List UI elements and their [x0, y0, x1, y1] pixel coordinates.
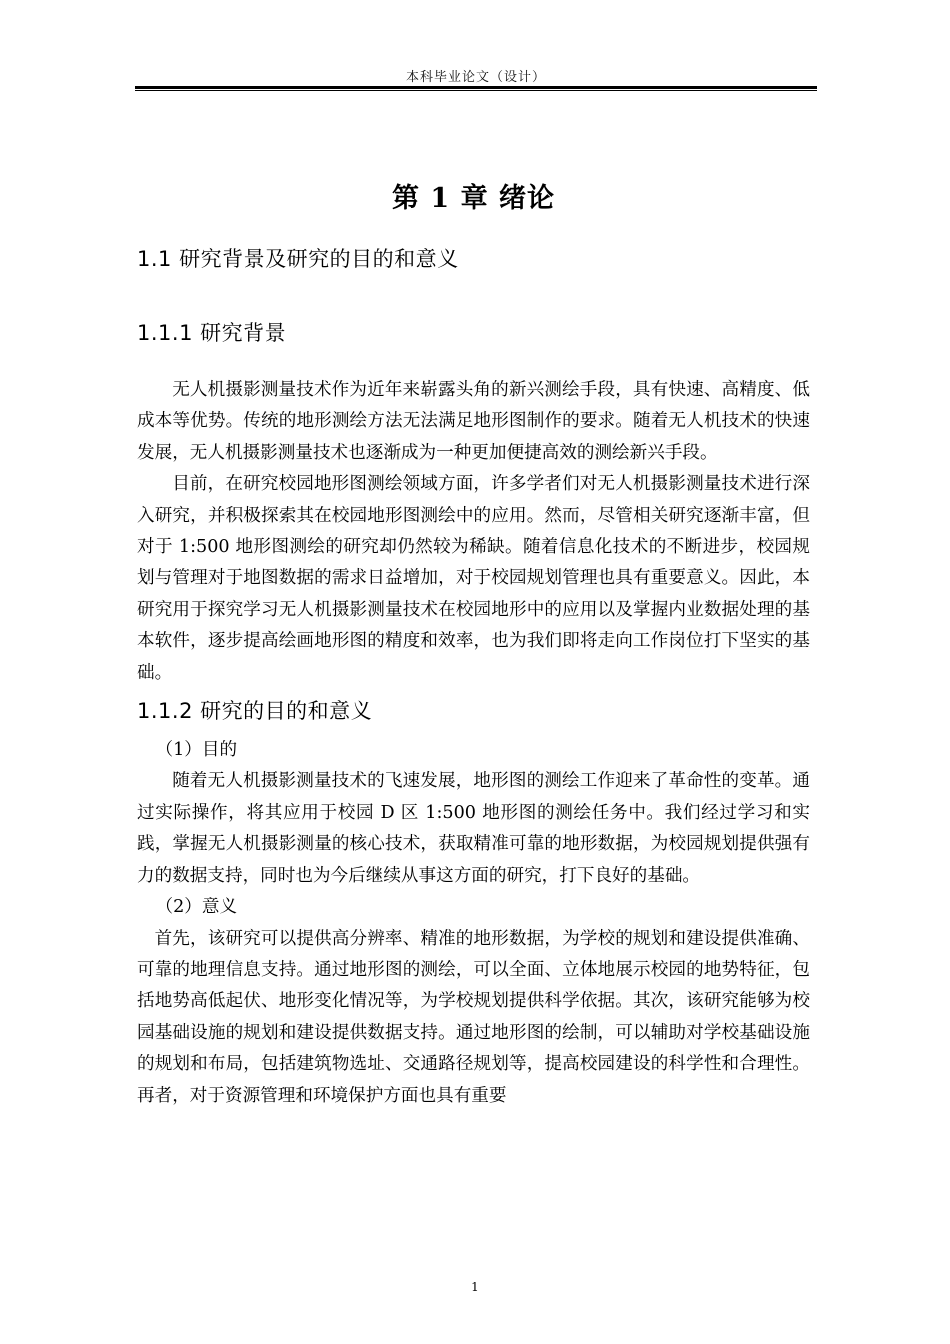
subsection-title-1-1-2: 1.1.2 研究的目的和意义 [137, 699, 373, 724]
background-paragraph-2: 目前，在研究校园地形图测绘领域方面，许多学者们对无人机摄影测量技术进行深入研究，并积极探索其在校园地形图测绘中的应用。然而，尽管相关研究逐渐丰富，但对于 1:500 地形图测绘的研究却仍然较为稀缺。随着信息化技术的不断进步，校园规划与管理对于地图数据的需求日益增加，对于校园规划管理也具有重要意义。因此，本研究用于探究学习无人机摄影测量技术在校园地形中的应用以及掌握内业数据处理的基本软件，逐步提高绘画地形图的精度和效率，也为我们即将走向工作岗位打下坚实的基础。 [137, 474, 810, 683]
background-paragraph-1: 无人机摄影测量技术作为近年来崭露头角的新兴测绘手段，具有快速、高精度、低成本等优势。传统的地形测绘方法无法满足地形图制作的要求。随着无人机技术的快速发展，无人机摄影测量技术也逐渐成为一种更加便捷高效的测绘新兴手段。 [137, 380, 810, 463]
running-header: 本科毕业论文（设计） [405, 70, 546, 85]
header-rule [135, 86, 817, 91]
chapter-title: 第 1 章 绪论 [392, 183, 555, 214]
page-number: 1 [471, 1280, 479, 1294]
purpose-paragraph: 随着无人机摄影测量技术的飞速发展，地形图的测绘工作迎来了革命性的变革。通过实际操作，将其应用于校园 D 区 1:500 地形图的测绘任务中。我们经过学习和实践，掌握无人机摄影测量的核心技术，获取精准可靠的地形数据，为校园规划提供强有力的数据支持，同时也为今后继续从事这方面的研究，打下良好的基础。 [137, 771, 810, 886]
page-content [137, 176, 810, 1112]
significance-label: （2）意义 [155, 897, 238, 918]
purpose-label: （1）目的 [155, 740, 238, 761]
section-title-1-1: 1.1 研究背景及研究的目的和意义 [137, 247, 459, 271]
subsection-title-1-1-1: 1.1.1 研究背景 [137, 321, 287, 345]
significance-paragraph: 首先，该研究可以提供高分辨率、精准的地形数据，为学校的规划和建设提供准确、可靠的地理信息支持。通过地形图的测绘，可以全面、立体地展示校园的地势特征，包括地势高低起伏、地形变化情况等，为学校规划提供科学依据。其次，该研究能够为校园基础设施的规划和建设提供数据支持。通过地形图的绘制，可以辅助对学校基础设施的规划和布局，包括建筑物选址、交通路径规划等，提高校园建设的科学性和合理性。再者，对于资源管理和环境保护方面也具有重要 [137, 928, 810, 1106]
